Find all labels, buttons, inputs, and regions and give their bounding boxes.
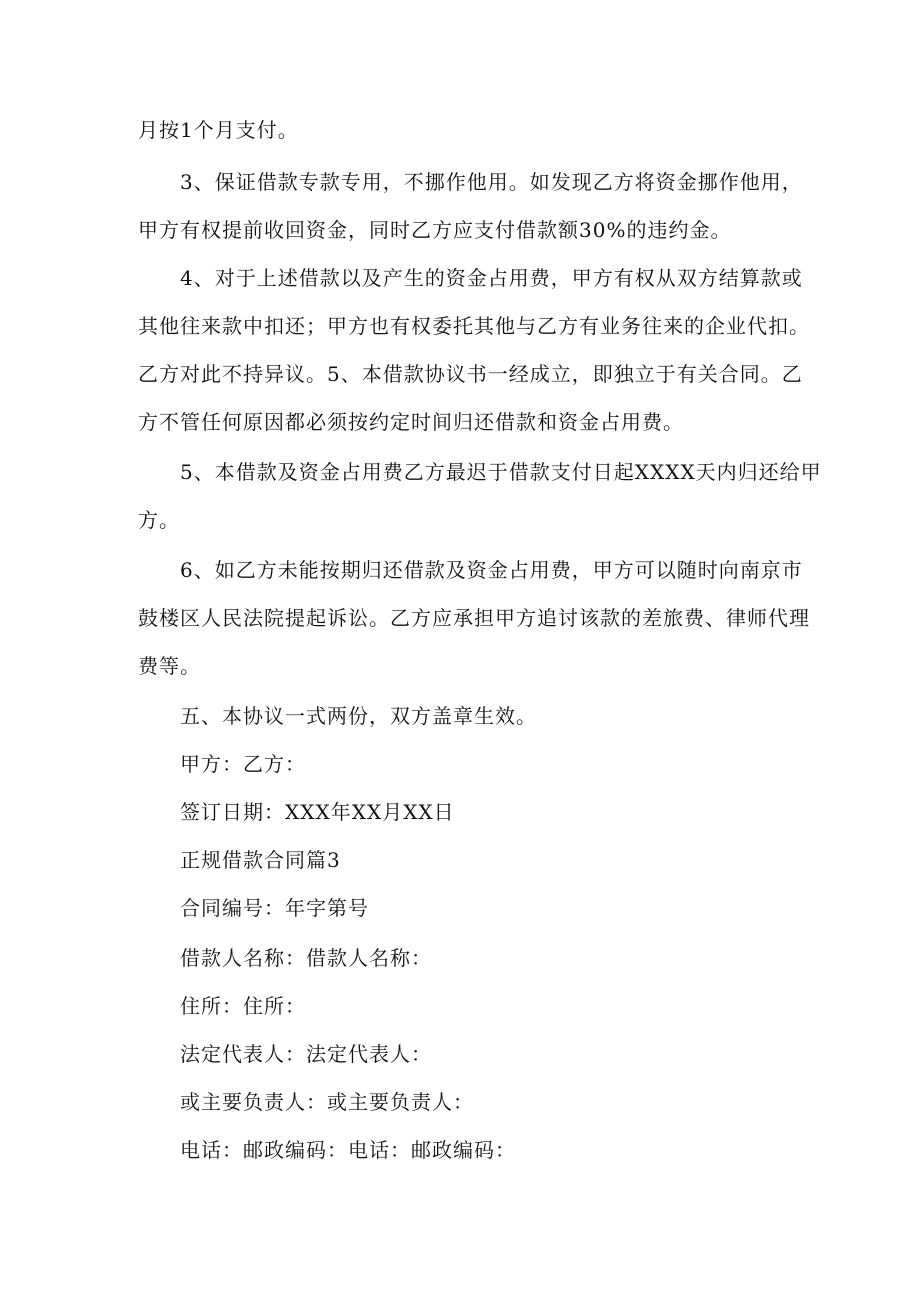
agreement-clause: 五、本协议一式两份，双方盖章生效。 xyxy=(180,704,537,728)
paragraph-line: 4、对于上述借款以及产生的资金占用费，甲方有权从双方结算款或 xyxy=(180,266,803,290)
party-signatures: 甲方：乙方： xyxy=(180,752,306,776)
borrower-name: 借款人名称：借款人名称： xyxy=(180,946,432,970)
paragraph-line: 费等。 xyxy=(138,654,201,678)
paragraph-line: 方。 xyxy=(138,508,180,532)
paragraph-line: 乙方对此不持异议。5、本借款协议书一经成立，即独立于有关合同。乙 xyxy=(138,362,803,386)
paragraph-line: 其他往来款中扣还；甲方也有权委托其他与乙方有业务往来的企业代扣。 xyxy=(138,314,810,338)
legal-representative: 法定代表人：法定代表人： xyxy=(180,1042,432,1066)
section-title: 正规借款合同篇3 xyxy=(180,848,341,872)
signing-date: 签订日期：XXX年XX月XX日 xyxy=(180,800,455,824)
paragraph-line: 6、如乙方未能按期归还借款及资金占用费，甲方可以随时向南京市 xyxy=(180,558,803,582)
principal-responsible: 或主要负责人：或主要负责人： xyxy=(180,1090,474,1114)
address-field: 住所：住所： xyxy=(180,994,306,1018)
paragraph-line: 甲方有权提前收回资金，同时乙方应支付借款额30%的违约金。 xyxy=(138,218,732,242)
phone-postal-code: 电话：邮政编码：电话：邮政编码： xyxy=(180,1138,516,1162)
contract-number: 合同编号：年字第号 xyxy=(180,896,369,920)
paragraph-line: 鼓楼区人民法院提起诉讼。乙方应承担甲方追讨该款的差旅费、律师代理 xyxy=(138,606,810,630)
paragraph-line: 月按1个月支付。 xyxy=(138,118,299,142)
paragraph-line: 方不管任何原因都必须按约定时间归还借款和资金占用费。 xyxy=(138,410,684,434)
paragraph-line: 5、本借款及资金占用费乙方最迟于借款支付日起XXXX天内归还给甲 xyxy=(180,460,822,484)
paragraph-line: 3、保证借款专款专用，不挪作他用。如发现乙方将资金挪作他用， xyxy=(180,170,803,194)
